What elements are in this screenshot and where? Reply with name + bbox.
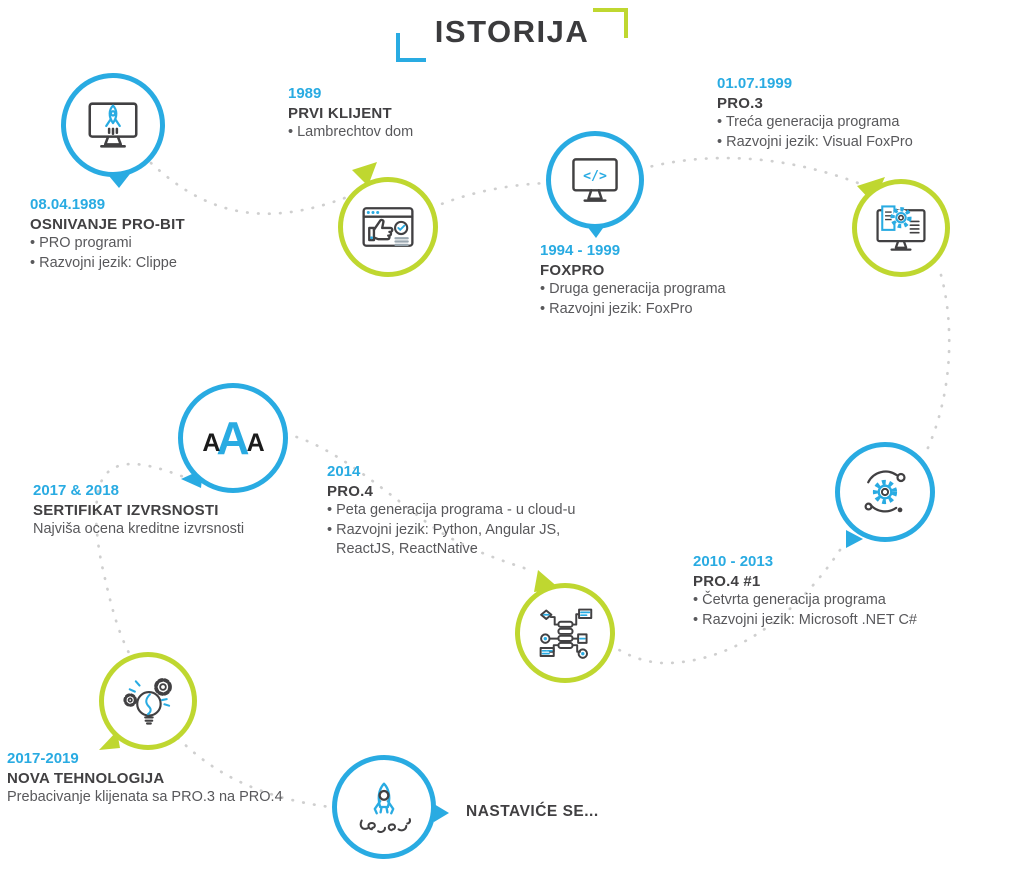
milestone-line: • PRO programi	[30, 235, 132, 251]
node-nastavice-se	[332, 755, 436, 859]
aaa-right: A	[246, 429, 264, 457]
title-bracket-left	[396, 33, 426, 62]
monitor-rocket-icon	[82, 94, 144, 156]
milestone-line: • Četvrta generacija programa	[693, 592, 886, 608]
milestone-title: SERTIFIKAT IZVRSNOSTI	[33, 501, 219, 519]
node-pro4-1	[835, 442, 935, 542]
milestone-date: 2010 - 2013	[693, 553, 774, 570]
milestone-line: • Razvojni jezik: Clippe	[30, 254, 177, 271]
node-sertifikat	[178, 383, 288, 493]
node-pro3	[852, 179, 950, 277]
caption-sertifikat	[33, 481, 244, 540]
monitor-gear-icon	[871, 198, 931, 258]
aaa-left: A	[202, 429, 220, 457]
caption-pro3	[717, 74, 913, 152]
milestone-date: 2014	[327, 463, 361, 480]
milestone-line: Prebacivanje klijenata sa PRO.3 na PRO.4	[7, 789, 283, 805]
node-osnivanje	[61, 73, 165, 177]
page-title: ISTORIJA	[434, 14, 590, 49]
milestone-date: 01.07.1999	[717, 75, 793, 92]
milestone-line: • Razvojni jezik: FoxPro	[540, 300, 693, 317]
milestone-date: 1989	[288, 85, 322, 102]
milestone-title: PRO.4 #1	[693, 572, 761, 590]
milestone-line: Najviša ocena kreditne izvrsnosti	[33, 521, 245, 537]
node-prvi-klijent	[338, 177, 438, 277]
milestone-title: OSNIVANJE PRO-BIT	[30, 215, 185, 233]
milestone-line: ReactJS, ReactNative	[336, 541, 478, 557]
milestone-title: PRVI KLIJENT	[288, 104, 392, 122]
flowchart-icon	[535, 603, 595, 663]
arrow-nastavice-se	[434, 804, 449, 822]
browser-thumbs-up-icon	[358, 197, 418, 257]
node-pro4	[515, 583, 615, 683]
caption-prvi-klijent	[288, 84, 413, 143]
milestone-title: PRO.3	[717, 94, 764, 112]
milestone-line: • Treća generacija programa	[717, 114, 900, 130]
aaa-center: A	[216, 412, 250, 464]
rocket-launch-icon	[353, 776, 415, 838]
milestone-date: 08.04.1989	[30, 196, 106, 213]
connector-4-5	[927, 275, 949, 450]
milestone-date: 2017 & 2018	[33, 482, 119, 499]
caption-osnivanje	[30, 195, 185, 273]
milestone-line: • Razvojni jezik: Python, Angular JS,	[327, 521, 561, 538]
node-foxpro	[546, 131, 644, 229]
aaa-rating-icon	[202, 411, 263, 465]
caption-pro4-1	[693, 552, 917, 630]
milestone-date: 1994 - 1999	[540, 242, 621, 259]
caption-pro4	[327, 462, 576, 560]
milestone-date: 2017-2019	[7, 750, 79, 767]
milestone-title: PRO.4	[327, 482, 374, 500]
milestone-title: NOVA TEHNOLOGIJA	[7, 769, 165, 787]
milestone-line: • Razvojni jezik: Microsoft .NET C#	[693, 611, 917, 628]
svg-text:</>: </>	[583, 169, 607, 184]
node-nova-tehnologija	[99, 652, 197, 750]
milestone-title: FOXPRO	[540, 261, 605, 279]
monitor-code-icon	[565, 150, 625, 210]
lightbulb-gears-icon	[118, 671, 178, 731]
connector-3-4	[641, 158, 858, 183]
title-bracket-right	[593, 8, 628, 38]
milestone-line: • Druga generacija programa	[540, 281, 726, 297]
connector-2-3	[432, 183, 549, 208]
caption-nova-tehnologija	[7, 749, 283, 808]
milestone-line: • Razvojni jezik: Visual FoxPro	[717, 133, 913, 150]
continuation-label: NASTAVIĆE SE...	[466, 803, 599, 820]
milestone-line: • Lambrechtov dom	[288, 124, 414, 140]
gear-sync-icon	[854, 461, 916, 523]
milestone-line: • Peta generacija programa - u cloud-u	[327, 502, 576, 518]
caption-foxpro	[540, 241, 726, 319]
